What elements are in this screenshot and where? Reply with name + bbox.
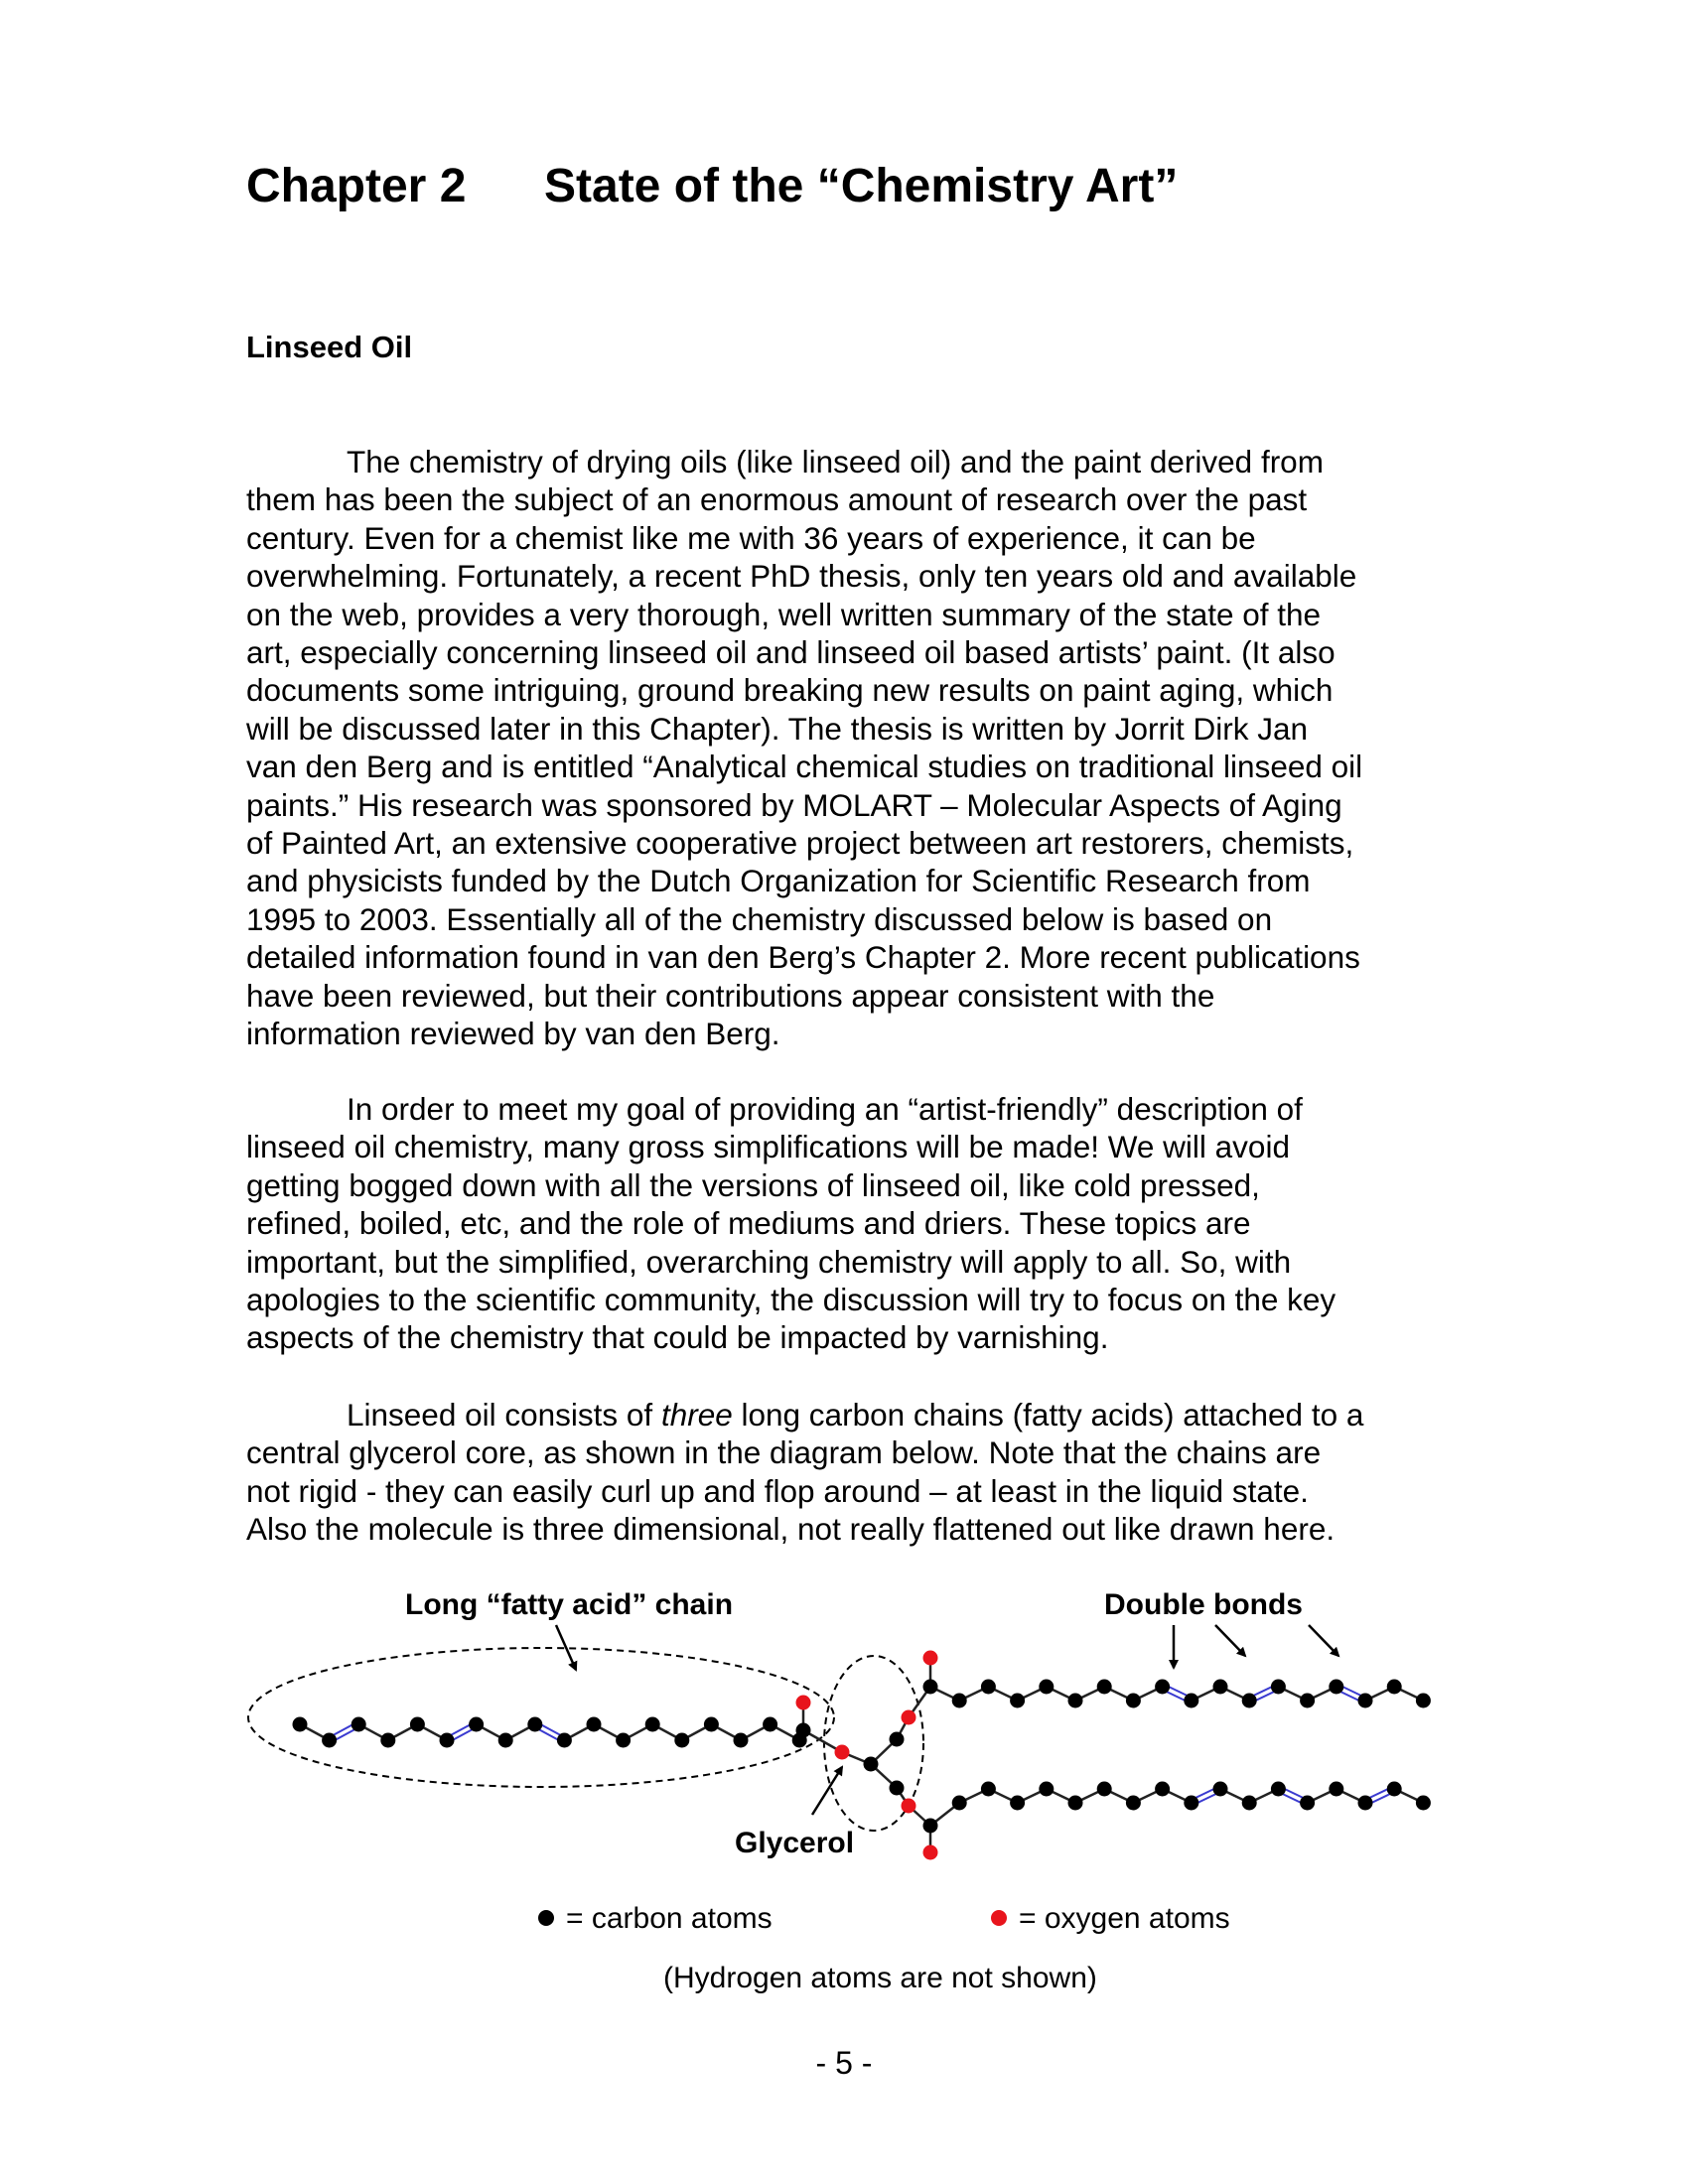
label-glycerol: Glycerol	[735, 1827, 855, 1859]
carbon-atom	[1416, 1694, 1431, 1708]
carbon-atom	[380, 1733, 395, 1748]
carbon-atom	[1271, 1782, 1286, 1797]
text-line: and physicists funded by the Dutch Organization for Scientific Research from	[246, 863, 1311, 899]
carbon-atom	[981, 1680, 996, 1695]
glycerol-arrow	[812, 1767, 842, 1815]
fatty-acid-outline	[248, 1648, 834, 1787]
carbon-atom	[1068, 1796, 1083, 1811]
carbon-atom	[587, 1717, 602, 1732]
paragraph-drying-oils	[246, 443, 1448, 1053]
text-line: documents some intriguing, ground breaking new results on paint aging, which	[246, 672, 1334, 709]
carbon-atom	[1213, 1782, 1228, 1797]
text-line: detailed information found in van den Berg’s Chapter 2. More recent publications	[246, 939, 1360, 976]
carbon-atom	[293, 1717, 308, 1732]
oxygen-atom	[923, 1651, 938, 1666]
carbon-atom	[704, 1717, 719, 1732]
carbon-atom	[1184, 1796, 1198, 1811]
carbon-atom	[1039, 1680, 1054, 1695]
text-line: overwhelming. Fortunately, a recent PhD thesis, only ten years old and available	[246, 558, 1357, 595]
text-line: In order to meet my goal of providing an “artist-friendly” description of	[347, 1091, 1303, 1127]
carbon-atom	[923, 1680, 938, 1695]
carbon-atom	[1097, 1680, 1112, 1695]
carbon-atom	[527, 1717, 542, 1732]
carbon-atom	[1184, 1694, 1198, 1708]
carbon-atom	[498, 1733, 513, 1748]
carbon-atom	[1271, 1680, 1286, 1695]
oxygen-legend-icon	[991, 1910, 1007, 1926]
text-line: The chemistry of drying oils (like linseed oil) and the paint derived from	[347, 444, 1324, 479]
text-line: van den Berg and is entitled “Analytical chemical studies on traditional linseed oil	[246, 749, 1363, 785]
carbon-atom	[763, 1717, 777, 1732]
carbon-atom	[1242, 1694, 1257, 1708]
carbon-atom	[1387, 1680, 1402, 1695]
carbon-atom	[616, 1733, 631, 1748]
carbon-atom	[1358, 1694, 1373, 1708]
carbon-atom	[890, 1732, 905, 1747]
text-run: long carbon chains (fatty acids) attached to a	[732, 1397, 1364, 1433]
text-line: central glycerol core, as shown in the diagram below. Note that the chains are	[246, 1434, 1322, 1471]
text-line: will be discussed later in this Chapter). The thesis is written by Jorrit Dirk Jan	[246, 710, 1309, 747]
carbon-atom	[1213, 1680, 1228, 1695]
carbon-atom	[890, 1781, 905, 1796]
legend-carbon: = carbon atoms	[566, 1902, 773, 1935]
carbon-atom	[1329, 1680, 1343, 1695]
chapter-name: State of the “Chemistry Art”	[544, 160, 1179, 212]
text-line: important, but the simplified, overarching chemistry will apply to all. So, with	[246, 1243, 1292, 1280]
text-line: Also the molecule is three dimensional, not really flattened out like drawn here.	[246, 1511, 1336, 1548]
carbon-atom	[864, 1757, 879, 1772]
text-line: aspects of the chemistry that could be impacted by varnishing.	[246, 1319, 1109, 1356]
carbon-atom	[1068, 1694, 1083, 1708]
text-line: paints.” His research was sponsored by MOLART – Molecular Aspects of Aging	[246, 786, 1342, 823]
carbon-atom	[410, 1717, 425, 1732]
bond-lines	[300, 1658, 1423, 1852]
carbon-atom	[674, 1733, 689, 1748]
carbon-atom	[469, 1717, 484, 1732]
text-line: information reviewed by van den Berg.	[246, 1016, 780, 1052]
carbon-atom	[557, 1733, 572, 1748]
carbon-atom	[1039, 1782, 1054, 1797]
carbon-atom	[796, 1723, 811, 1738]
carbon-atom	[1358, 1796, 1373, 1811]
oxygen-atom	[835, 1745, 850, 1760]
text-line: them has been the subject of an enormous amount of research over the past	[246, 481, 1308, 518]
carbon-atom	[322, 1733, 337, 1748]
text-line: of Painted Art, an extensive cooperative project between art restorers, chemists,	[246, 825, 1354, 862]
text-line: apologies to the scientific community, the discussion will try to focus on the key	[246, 1282, 1336, 1318]
carbon-atom	[1387, 1782, 1402, 1797]
carbon-atom	[923, 1819, 938, 1834]
carbon-atom	[981, 1782, 996, 1797]
legend-oxygen: = oxygen atoms	[1019, 1902, 1230, 1935]
text-line: on the web, provides a very thorough, well written summary of the state of the	[246, 596, 1322, 632]
carbon-legend-icon	[538, 1910, 554, 1926]
carbon-atom	[440, 1733, 455, 1748]
oxygen-atom	[902, 1710, 916, 1725]
oxygen-atom	[902, 1799, 916, 1814]
linseed-oil-molecule-diagram	[0, 1569, 1688, 2005]
carbon-atom	[1416, 1796, 1431, 1811]
carbon-atom	[734, 1733, 749, 1748]
emphasis-three: three	[660, 1397, 733, 1433]
text-line: century. Even for a chemist like me with 36 years of experience, it can be	[246, 519, 1256, 556]
carbon-atom	[1329, 1782, 1343, 1797]
text-line: 1995 to 2003. Essentially all of the chemistry discussed below is based on	[246, 900, 1273, 937]
carbon-atom	[1155, 1782, 1170, 1797]
carbon-atom	[1242, 1796, 1257, 1811]
carbon-atom	[1010, 1694, 1025, 1708]
carbon-atom	[1010, 1796, 1025, 1811]
double-bond-arrow	[1215, 1625, 1245, 1656]
paragraph-linseed-structure	[246, 1396, 1448, 1549]
carbon-atom	[1300, 1796, 1315, 1811]
carbon-atom	[645, 1717, 660, 1732]
text-line: getting bogged down with all the versions of linseed oil, like cold pressed,	[246, 1166, 1260, 1203]
carbon-atom	[1300, 1694, 1315, 1708]
carbon-atom	[952, 1694, 967, 1708]
oxygen-atom	[796, 1696, 811, 1710]
label-double-bonds: Double bonds	[1104, 1588, 1303, 1621]
carbon-atom	[1097, 1782, 1112, 1797]
text-line: have been reviewed, but their contributions appear consistent with the	[246, 977, 1215, 1014]
text-run: Linseed oil consists of	[347, 1397, 661, 1433]
label-fatty-acid-chain: Long “fatty acid” chain	[405, 1588, 734, 1621]
text-line: not rigid - they can easily curl up and flop around – at least in the liquid state.	[246, 1472, 1309, 1509]
double-bond-arrow	[1309, 1625, 1338, 1656]
oxygen-atom	[923, 1845, 938, 1860]
carbon-atom	[952, 1796, 967, 1811]
section-heading: Linseed Oil	[246, 330, 413, 364]
text-line	[246, 1396, 1448, 1433]
text-line: linseed oil chemistry, many gross simplifications will be made! We will avoid	[246, 1129, 1290, 1165]
carbon-atom	[352, 1717, 366, 1732]
carbon-atom	[1126, 1796, 1141, 1811]
hydrogen-note: (Hydrogen atoms are not shown)	[663, 1962, 1097, 1994]
carbon-atom	[1126, 1694, 1141, 1708]
carbon-atom	[1155, 1680, 1170, 1695]
text-line: refined, boiled, etc, and the role of mediums and driers. These topics are	[246, 1205, 1251, 1242]
page-number: - 5 -	[815, 2045, 873, 2081]
chapter-title	[246, 159, 1178, 213]
text-line: art, especially concerning linseed oil and linseed oil based artists’ paint. (It also	[246, 634, 1336, 671]
chapter-number: Chapter 2	[246, 160, 467, 212]
paragraph-simplifications	[246, 1090, 1448, 1357]
